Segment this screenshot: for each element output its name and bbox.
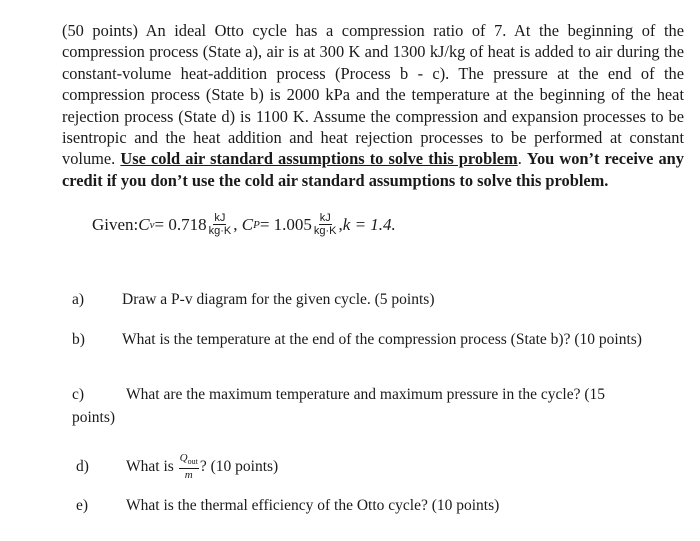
question-b-text: What is the temperature at the end of the compression process (State b)? (10 points): [122, 331, 642, 348]
cv-unit-denominator: kg·K: [208, 225, 232, 237]
cv-unit-fraction: [208, 212, 233, 237]
problem-statement: [62, 20, 684, 191]
question-d-text-pre: What is: [126, 457, 178, 475]
k-value: k = 1.4.: [342, 214, 396, 234]
question-b-label: b): [72, 331, 85, 348]
problem-warning: You won’t receive any credit if you don’t use the cold air standard assumptions to solve this problem.: [62, 149, 684, 190]
given-label: Given:: [92, 214, 139, 234]
cv-symbol: C: [138, 214, 150, 234]
question-a-label: a): [72, 291, 85, 308]
question-d: [76, 452, 278, 481]
cv-value: = 0.718: [154, 214, 207, 234]
cp-unit-fraction: [313, 212, 338, 237]
question-c-continuation: points): [72, 409, 116, 426]
cv-comma: ,: [233, 214, 238, 234]
cp-value: = 1.005: [259, 214, 312, 234]
question-c-label: c): [72, 386, 85, 403]
cp-subscript: P: [253, 218, 260, 231]
question-a-text: Draw a P-v diagram for the given cycle. (5 points): [122, 291, 435, 308]
question-e-text: What is the thermal efficiency of the Otto cycle? (10 points): [126, 497, 500, 514]
cv-subscript: v: [149, 218, 155, 231]
q-out-denominator: m: [184, 469, 193, 482]
problem-period: .: [517, 149, 527, 169]
given-values: [92, 212, 396, 237]
question-e-label: e): [76, 497, 89, 514]
cp-symbol: C: [241, 214, 254, 234]
question-c-text: What are the maximum temperature and maximum pressure in the cycle? (15: [126, 386, 606, 403]
cv-unit-numerator: kJ: [214, 212, 226, 224]
question-d-label: d): [76, 457, 89, 475]
q-out-numerator: $Q_{out}$: [179, 452, 199, 469]
problem-underlined-instruction: Use cold air standard assumptions to solve this problem: [120, 149, 518, 169]
cp-comma: ,: [338, 214, 343, 234]
q-out-over-m-fraction: [179, 452, 199, 481]
cp-unit-denominator: kg·K: [313, 225, 337, 237]
cp-unit-numerator: kJ: [319, 212, 331, 224]
question-d-text-post: ? (10 points): [199, 457, 279, 475]
problem-intro: (50 points) An ideal Otto cycle has a compression ratio of 7. At the beginning of the compression process (State a), air is at 300 K and 1300 kJ/kg of heat is added to air during the constant-volume heat-addition process (Process b - c). The pressure at the end of the compression process (State b) is 2000 kPa and the temperature at the beginning of the heat rejection process (State d) is 1100 K. Assume the compression and expansion processes to be isentropic and the heat addition and heat rejection processes to be performed at constant volume.: [62, 21, 684, 169]
